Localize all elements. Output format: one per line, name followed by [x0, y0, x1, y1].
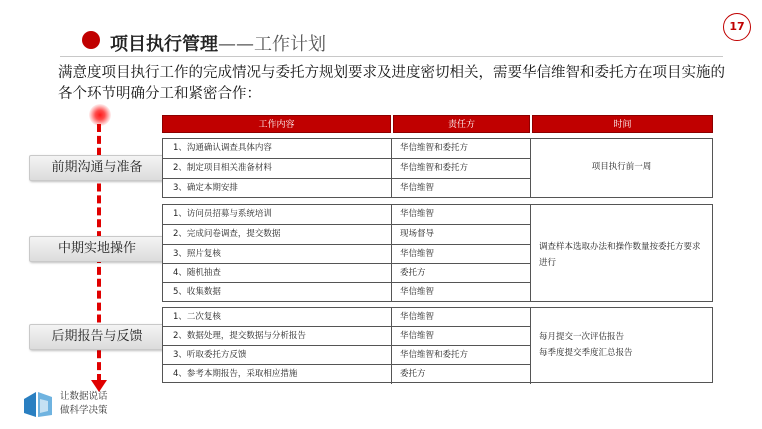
- owner-cell: 华信维智: [392, 327, 531, 346]
- title-bullet-icon: [82, 31, 100, 49]
- logo-slogan: [60, 390, 108, 418]
- owner-cell: 委托方: [392, 365, 531, 384]
- page-number: 17: [723, 13, 751, 41]
- task-cell: 2、完成问卷调查，提交数据: [163, 225, 392, 244]
- task-cell: 5、收集数据: [163, 283, 392, 302]
- task-cell: 4、随机抽查: [163, 264, 392, 283]
- task-cell: 2、数据处理，提交数据与分析报告: [163, 327, 392, 346]
- phase-table-prep: [162, 138, 713, 198]
- task-cell: 4、参考本期报告，采取相应措施: [163, 365, 392, 384]
- owner-cell: 华信维智: [392, 179, 531, 198]
- owner-cell: 华信维智和委托方: [392, 139, 531, 158]
- intro-paragraph: 满意度项目执行工作的完成情况与委托方规划要求及进度密切相关，需要华信维智和委托方在项目实施的各个环节明确分工和紧密合作：: [58, 65, 725, 102]
- timeline-start-glow-icon: [89, 104, 111, 126]
- owner-cell: 华信维智: [392, 205, 531, 224]
- company-logo-icon: [22, 389, 54, 419]
- time-line: 每月提交一次评估报告: [539, 332, 625, 342]
- phase-table-field: [162, 204, 713, 302]
- header-owner: 责任方: [393, 115, 530, 133]
- title-underline: [60, 56, 723, 57]
- task-cell: 3、听取委托方反馈: [163, 346, 392, 365]
- task-cell: 1、访问员招募与系统培训: [163, 205, 392, 224]
- owner-cell: 现场督导: [392, 225, 531, 244]
- phase-table-report: [162, 307, 713, 383]
- logo-slogan-line1: 让数据说话: [60, 391, 108, 402]
- time-line: 每季度提交季度汇总报告: [539, 348, 633, 358]
- title-dash: ——: [218, 34, 254, 55]
- title-sub: 工作计划: [254, 34, 326, 55]
- time-cell: 项目执行前一周: [591, 162, 652, 172]
- logo-slogan-line2: 做科学决策: [60, 405, 108, 416]
- owner-cell: 华信维智和委托方: [392, 346, 531, 365]
- owner-cell: 华信维智和委托方: [392, 159, 531, 178]
- task-cell: 3、确定本期安排: [163, 179, 392, 198]
- task-cell: 3、照片复核: [163, 245, 392, 264]
- header-time: 时间: [532, 115, 713, 133]
- time-cell: [531, 329, 712, 361]
- owner-cell: 委托方: [392, 264, 531, 283]
- phase-label-report: 后期报告与反馈: [29, 324, 165, 350]
- task-cell: 2、制定项目相关准备材料: [163, 159, 392, 178]
- owner-cell: 华信维智: [392, 245, 531, 264]
- title-main: 项目执行管理: [110, 34, 218, 55]
- header-task: 工作内容: [162, 115, 391, 133]
- owner-cell: 华信维智: [392, 283, 531, 302]
- time-cell: 调查样本选取办法和操作数量按委托方要求进行: [539, 242, 701, 268]
- page-title: [110, 30, 326, 56]
- task-cell: 1、二次复核: [163, 308, 392, 327]
- owner-cell: 华信维智: [392, 308, 531, 327]
- task-cell: 1、沟通确认调查具体内容: [163, 139, 392, 158]
- phase-label-field: 中期实地操作: [29, 236, 165, 262]
- phase-label-prep: 前期沟通与准备: [29, 155, 165, 181]
